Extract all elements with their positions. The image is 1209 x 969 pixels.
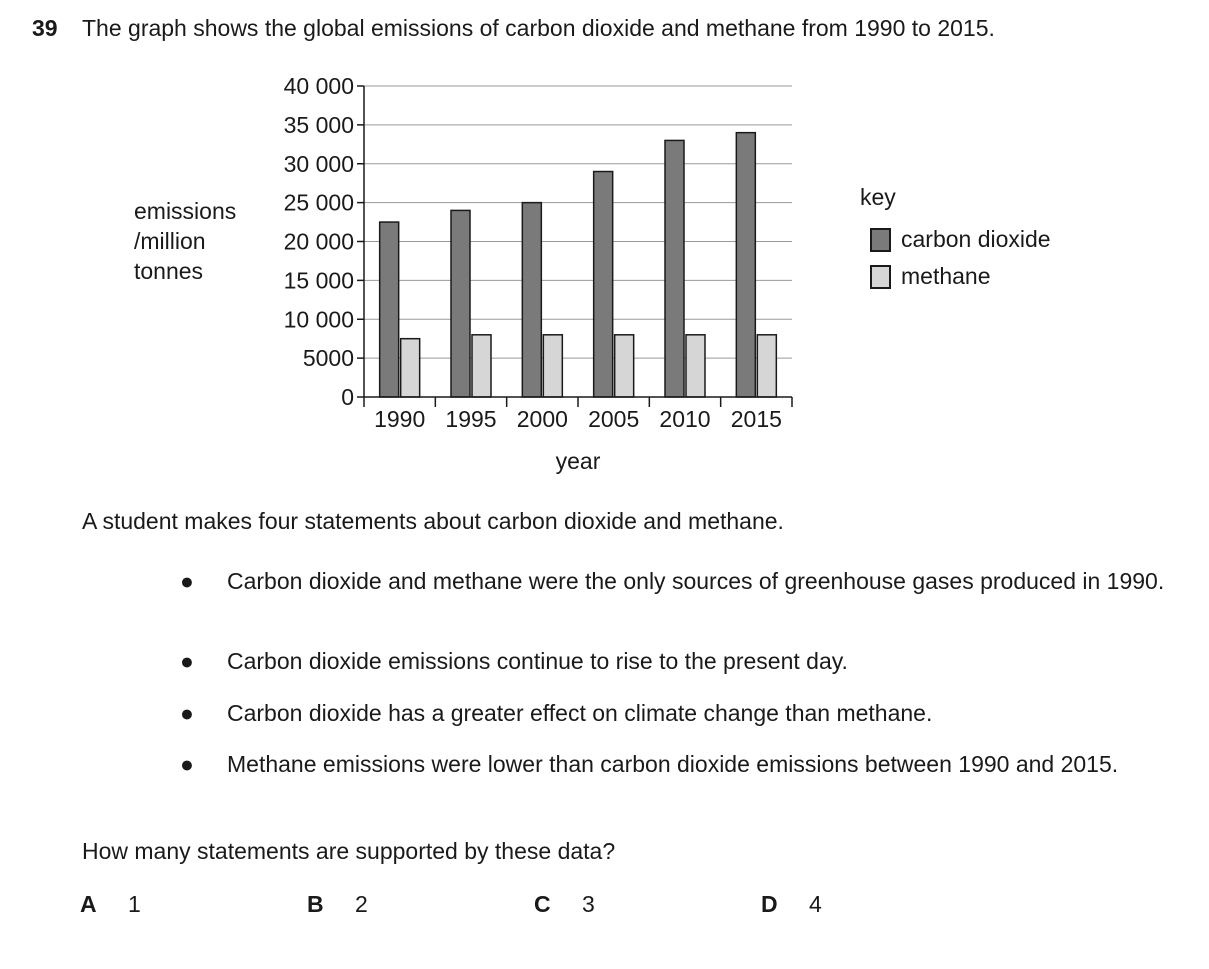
option-b[interactable] xyxy=(307,891,368,918)
legend xyxy=(860,184,1051,295)
x-tick-label: 1990 xyxy=(374,406,426,432)
x-axis-label: year xyxy=(555,448,601,474)
legend-swatch-carbon-dioxide xyxy=(870,228,891,252)
legend-swatch-methane xyxy=(870,265,891,289)
option-letter: D xyxy=(761,891,778,917)
x-tick-label: 1995 xyxy=(445,406,497,432)
x-tick-label: 2015 xyxy=(730,406,782,432)
legend-label-carbon-dioxide: carbon dioxide xyxy=(901,226,1051,252)
bar-carbon-dioxide-1990 xyxy=(380,222,399,397)
y-tick-label: 10 000 xyxy=(283,306,354,333)
x-tick-label: 2000 xyxy=(516,406,568,432)
option-c[interactable] xyxy=(534,891,595,918)
x-tick-label: 2005 xyxy=(588,406,640,432)
question-stem: The graph shows the global emissions of carbon dioxide and methane from 1990 to 2015. xyxy=(82,15,995,41)
y-axis-label-line-2: /million xyxy=(134,228,206,254)
statement-text: Carbon dioxide has a greater effect on climate change than methane. xyxy=(227,700,933,726)
y-tick-label: 0 xyxy=(341,384,354,410)
bar-carbon-dioxide-2010 xyxy=(665,140,684,397)
option-value: 3 xyxy=(582,891,595,917)
y-tick-label: 35 000 xyxy=(283,111,354,138)
option-value: 4 xyxy=(809,891,822,917)
bar-methane-1995 xyxy=(472,335,491,397)
bar-methane-2005 xyxy=(615,335,634,397)
option-letter: B xyxy=(307,891,324,917)
y-axis-label-line-1: emissions xyxy=(134,198,237,224)
bar-carbon-dioxide-2005 xyxy=(594,172,613,397)
x-tick-label: 2010 xyxy=(659,406,711,432)
y-tick-label: 15 000 xyxy=(283,267,354,294)
question-ask: How many statements are supported by these data? xyxy=(82,838,616,864)
bar-carbon-dioxide-2000 xyxy=(522,203,541,397)
statement-text: Carbon dioxide and methane were the only sources of greenhouse gases produced in 1990. xyxy=(227,568,1165,594)
y-tick-label: 30 000 xyxy=(283,150,354,177)
statement-text: Methane emissions were lower than carbon dioxide emissions between 1990 and 2015. xyxy=(227,751,1119,777)
legend-item-carbon-dioxide xyxy=(860,221,1051,258)
statement-text: Carbon dioxide emissions continue to rise to the present day. xyxy=(227,648,848,674)
legend-title: key xyxy=(860,184,896,210)
y-tick-label: 25 000 xyxy=(283,189,354,216)
bar-methane-2000 xyxy=(543,335,562,397)
question-number: 39 xyxy=(32,15,58,41)
option-d[interactable] xyxy=(761,891,822,918)
statements-intro: A student makes four statements about carbon dioxide and methane. xyxy=(82,508,784,534)
option-letter: C xyxy=(534,891,551,917)
bar-methane-2010 xyxy=(686,335,705,397)
bar-methane-2015 xyxy=(757,335,776,397)
legend-label-methane: methane xyxy=(901,263,991,289)
bar-carbon-dioxide-1995 xyxy=(451,210,470,397)
option-a[interactable] xyxy=(80,891,141,918)
option-value: 2 xyxy=(355,891,368,917)
bullet-icon: ● xyxy=(180,700,194,726)
legend-item-methane xyxy=(860,258,1051,295)
bullet-icon: ● xyxy=(180,751,194,777)
option-value: 1 xyxy=(128,891,141,917)
y-tick-label: 5000 xyxy=(302,345,354,372)
y-tick-label: 40 000 xyxy=(283,73,354,99)
bullet-icon: ● xyxy=(180,648,194,674)
y-tick-label: 20 000 xyxy=(283,228,354,255)
option-letter: A xyxy=(80,891,97,917)
y-axis-label xyxy=(134,196,236,286)
bar-methane-1990 xyxy=(401,339,420,397)
bullet-icon: ● xyxy=(180,568,194,594)
bar-carbon-dioxide-2015 xyxy=(736,133,755,397)
y-axis-label-line-3: tonnes xyxy=(134,258,204,284)
